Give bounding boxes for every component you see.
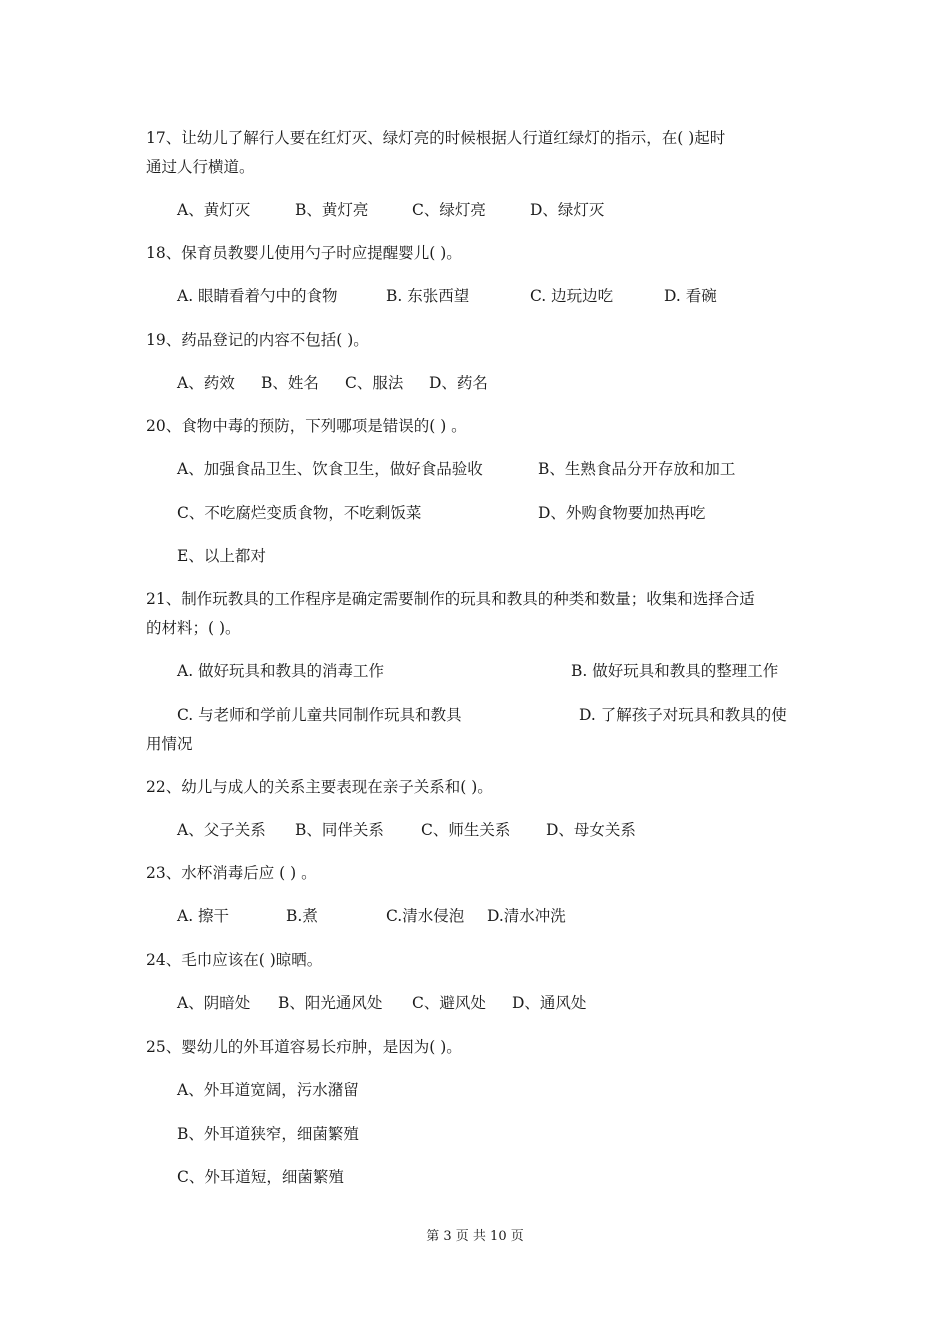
page-footer: 第 3 页 共 10 页 [426, 1229, 524, 1244]
option-c: C.清水侵泡 [386, 907, 465, 925]
option-b: B、外耳道狭窄，细菌繁殖 [177, 1125, 359, 1143]
option-c: C、避风处 [412, 994, 486, 1012]
question-23: 23、水杯消毒后应 ( ) 。 [146, 864, 317, 882]
question-18: 18、保育员教婴儿使用勺子时应提醒婴儿( )。 [146, 244, 462, 262]
option-b: B、黄灯亮 [295, 201, 369, 219]
question-19: 19、药品登记的内容不包括( )。 [146, 331, 369, 349]
option-c: C、绿灯亮 [412, 201, 486, 219]
option-a: A、药效 [177, 374, 235, 392]
question-21-options-row1 [0, 661, 950, 681]
option-d: D.清水冲洗 [487, 907, 566, 925]
option-d: D、外购食物要加热再吃 [538, 504, 706, 522]
option-e: E、以上都对 [177, 547, 266, 565]
question-24-options [0, 993, 950, 1013]
option-a: A. 擦干 [177, 907, 230, 925]
option-c: C、师生关系 [421, 821, 511, 839]
option-b: B. 东张西望 [386, 287, 470, 305]
option-b: B.煮 [286, 907, 318, 925]
question-21-line2: 的材料；( )。 [146, 619, 241, 637]
question-17-options [0, 200, 950, 220]
option-c: C、不吃腐烂变质食物，不吃剩饭菜 [177, 504, 422, 522]
option-b: B、阳光通风处 [278, 994, 383, 1012]
option-a: A、黄灯灭 [177, 201, 251, 219]
option-a: A. 眼睛看着勺中的食物 [177, 287, 338, 305]
question-21-options-row2 [0, 705, 950, 725]
option-d: D. 看碗 [664, 287, 717, 305]
question-25: 25、婴幼儿的外耳道容易长疖肿，是因为( )。 [146, 1038, 462, 1056]
option-c: C、外耳道短，细菌繁殖 [177, 1168, 344, 1186]
option-c: C. 边玩边吃 [530, 287, 614, 305]
question-22-options [0, 820, 950, 840]
option-d: D、通风处 [512, 994, 587, 1012]
option-a: A、父子关系 [177, 821, 266, 839]
option-a: A. 做好玩具和教具的消毒工作 [177, 662, 385, 680]
option-b: B、同伴关系 [295, 821, 384, 839]
question-17-line2: 通过人行横道。 [146, 158, 255, 176]
option-a: A、外耳道宽阔，污水潴留 [177, 1081, 359, 1099]
option-d: D、母女关系 [546, 821, 636, 839]
question-23-options [0, 906, 950, 926]
option-a: A、加强食品卫生、饮食卫生，做好食品验收 [177, 460, 483, 478]
question-21-line1: 21、制作玩教具的工作程序是确定需要制作的玩具和教具的种类和数量；收集和选择合适 [146, 590, 755, 608]
option-c: C. 与老师和学前儿童共同制作玩具和教具 [177, 706, 462, 724]
question-19-options [0, 373, 950, 393]
question-20: 20、食物中毒的预防，下列哪项是错误的( ) 。 [146, 417, 467, 435]
question-20-options-row1 [0, 459, 950, 479]
option-b: B、姓名 [261, 374, 319, 392]
question-24: 24、毛巾应该在( )晾晒。 [146, 951, 323, 969]
option-a: A、阴暗处 [177, 994, 251, 1012]
option-d-continued: 用情况 [146, 735, 193, 753]
option-d: D、绿灯灭 [530, 201, 605, 219]
question-20-options-row2 [0, 503, 950, 523]
question-18-options [0, 286, 950, 306]
question-17-line1: 17、让幼儿了解行人要在红灯灭、绿灯亮的时候根据人行道红绿灯的指示，在( )起时 [146, 129, 726, 147]
option-d: D、药名 [429, 374, 488, 392]
option-c: C、服法 [345, 374, 404, 392]
option-d: D. 了解孩子对玩具和教具的使 [579, 706, 787, 724]
option-b: B. 做好玩具和教具的整理工作 [571, 662, 779, 680]
question-22: 22、幼儿与成人的关系主要表现在亲子关系和( )。 [146, 778, 493, 796]
option-b: B、生熟食品分开存放和加工 [538, 460, 736, 478]
